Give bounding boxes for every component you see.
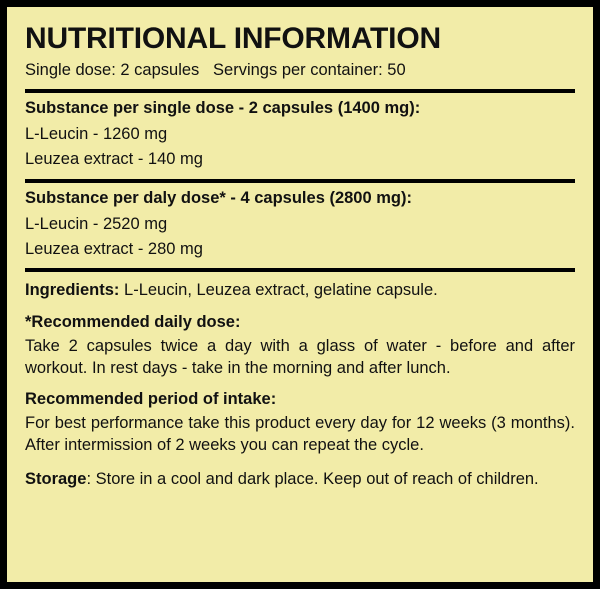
single-dose-heading: Substance per single dose - 2 capsules (1400 mg): — [25, 99, 421, 118]
single-dose-row: Leuzea extract - 140 mg — [25, 150, 203, 169]
ingredients-label: Ingredients: — [25, 281, 120, 300]
serving-summary: Single dose: 2 capsules Servings per container: 50 — [25, 61, 406, 80]
period-of-intake-title: Recommended period of intake: — [25, 390, 277, 409]
ingredients-row — [25, 279, 575, 301]
daily-dose-row: Leuzea extract - 280 mg — [25, 239, 203, 258]
daily-dose-block — [25, 183, 575, 269]
page-title: NUTRITIONAL INFORMATION — [25, 22, 441, 55]
storage-label: Storage — [25, 469, 87, 488]
storage-text: : Store in a cool and dark place. Keep out of reach of children. — [86, 469, 539, 488]
single-dose-row: L-Leucin - 1260 mg — [25, 125, 168, 144]
period-of-intake-text: For best performance take this product every day for 12 weeks (3 months). After intermission of 2 weeks you can repeat the cycle. — [25, 414, 575, 455]
nutrition-label-panel — [7, 7, 593, 582]
recommended-dose-section — [25, 306, 575, 384]
daily-dose-heading: Substance per daly dose* - 4 capsules (2800 mg): — [25, 188, 412, 207]
ingredients-text: L-Leucin, Leuzea extract, gelatine capsule. — [119, 281, 438, 300]
storage-section — [25, 461, 575, 494]
recommended-dose-text: Take 2 capsules twice a day with a glass of water - before and after workout. In rest days - take in the morning and after lunch. — [25, 336, 575, 377]
single-dose-block — [25, 93, 575, 179]
storage-row — [25, 468, 575, 490]
recommended-dose-title: *Recommended daily dose: — [25, 312, 241, 331]
ingredients-section — [25, 272, 575, 305]
daily-dose-row: L-Leucin - 2520 mg — [25, 214, 168, 233]
period-of-intake-section — [25, 383, 575, 461]
